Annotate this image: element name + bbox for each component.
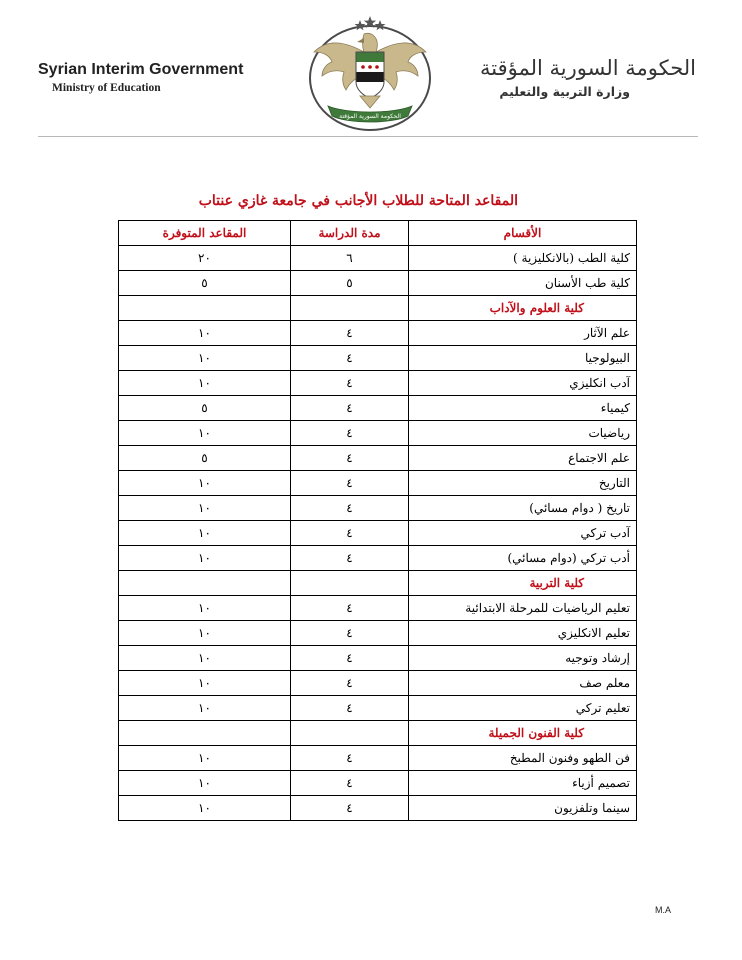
- study-duration-cell: ٤: [291, 646, 409, 671]
- table-row: [119, 496, 637, 521]
- study-duration-cell: ٤: [291, 371, 409, 396]
- available-seats-cell: ١٠: [119, 546, 291, 571]
- department-cell: كيمياء: [409, 396, 637, 421]
- header-study-duration: مدة الدراسة: [291, 221, 409, 246]
- study-duration-cell: ٤: [291, 596, 409, 621]
- available-seats-cell: [119, 721, 291, 746]
- table-row: [119, 246, 637, 271]
- department-cell: تاريخ ( دوام مسائي): [409, 496, 637, 521]
- available-seats-cell: ٢٠: [119, 246, 291, 271]
- table-row: [119, 796, 637, 821]
- emblem-ribbon-text: الحكومة السورية المؤقتة: [339, 113, 401, 120]
- study-duration-cell: ٤: [291, 396, 409, 421]
- department-cell: معلم صف: [409, 671, 637, 696]
- department-cell: أدب تركي (دوام مسائي): [409, 546, 637, 571]
- available-seats-cell: [119, 296, 291, 321]
- letterhead: [0, 0, 742, 140]
- government-emblem-logo: [302, 12, 438, 134]
- faculty-name-cell: كلية التربية: [409, 571, 637, 596]
- department-cell: رياضيات: [409, 421, 637, 446]
- department-cell: علم الاجتماع: [409, 446, 637, 471]
- study-duration-cell: [291, 721, 409, 746]
- english-ministry-name: Ministry of Education: [52, 82, 161, 94]
- available-seats-cell: ١٠: [119, 421, 291, 446]
- table-row: [119, 446, 637, 471]
- header-departments: الأقسام: [409, 221, 637, 246]
- table-row: [119, 546, 637, 571]
- english-government-name: Syrian Interim Government: [38, 61, 244, 78]
- table-row: [119, 421, 637, 446]
- study-duration-cell: ٤: [291, 521, 409, 546]
- department-cell: تعليم تركي: [409, 696, 637, 721]
- department-cell: تعليم الانكليزي: [409, 621, 637, 646]
- study-duration-cell: ٤: [291, 471, 409, 496]
- header-available-seats: المقاعد المتوفرة: [119, 221, 291, 246]
- available-seats-cell: ١٠: [119, 746, 291, 771]
- study-duration-cell: ٤: [291, 321, 409, 346]
- department-cell: آدب انكليزي: [409, 371, 637, 396]
- faculty-section-row: [119, 296, 637, 321]
- available-seats-cell: [119, 571, 291, 596]
- available-seats-cell: ٥: [119, 396, 291, 421]
- available-seats-cell: ١٠: [119, 521, 291, 546]
- faculty-section-row: [119, 721, 637, 746]
- arabic-ministry-name: وزارة التربية والتعليم: [499, 84, 630, 99]
- study-duration-cell: ٤: [291, 696, 409, 721]
- table-row: [119, 596, 637, 621]
- available-seats-cell: ١٠: [119, 796, 291, 821]
- table-row: [119, 621, 637, 646]
- table-row: [119, 271, 637, 296]
- available-seats-cell: ١٠: [119, 771, 291, 796]
- department-cell: تصميم أزياء: [409, 771, 637, 796]
- available-seats-cell: ٥: [119, 271, 291, 296]
- department-cell: البيولوجيا: [409, 346, 637, 371]
- table-row: [119, 746, 637, 771]
- table-row: [119, 521, 637, 546]
- department-cell: كلية الطب (بالانكليزية ): [409, 246, 637, 271]
- department-cell: تعليم الرياضيات للمرحلة الابتدائية: [409, 596, 637, 621]
- available-seats-cell: ١٠: [119, 621, 291, 646]
- table-row: [119, 346, 637, 371]
- available-seats-cell: ١٠: [119, 321, 291, 346]
- faculty-section-row: [119, 571, 637, 596]
- department-cell: إرشاد وتوجيه: [409, 646, 637, 671]
- study-duration-cell: ٤: [291, 446, 409, 471]
- department-cell: علم الآثار: [409, 321, 637, 346]
- department-cell: التاريخ: [409, 471, 637, 496]
- faculty-name-cell: كلية العلوم والآداب: [409, 296, 637, 321]
- table-row: [119, 471, 637, 496]
- available-seats-cell: ١٠: [119, 471, 291, 496]
- available-seats-cell: ١٠: [119, 371, 291, 396]
- study-duration-cell: ٤: [291, 346, 409, 371]
- study-duration-cell: ٤: [291, 496, 409, 521]
- table-row: [119, 396, 637, 421]
- table-row: [119, 371, 637, 396]
- available-seats-cell: ١٠: [119, 496, 291, 521]
- study-duration-cell: ٤: [291, 796, 409, 821]
- study-duration-cell: [291, 296, 409, 321]
- available-seats-cell: ١٠: [119, 646, 291, 671]
- study-duration-cell: ٤: [291, 746, 409, 771]
- study-duration-cell: ٤: [291, 621, 409, 646]
- arabic-government-name: الحكومة السورية المؤقتة: [479, 56, 696, 80]
- available-seats-table: [118, 220, 637, 821]
- table-row: [119, 646, 637, 671]
- footer-initials: M.A: [655, 905, 672, 915]
- study-duration-cell: ٤: [291, 546, 409, 571]
- header-divider: [38, 136, 698, 137]
- department-cell: فن الطهو وفنون المطبخ: [409, 746, 637, 771]
- available-seats-cell: ١٠: [119, 596, 291, 621]
- available-seats-cell: ١٠: [119, 696, 291, 721]
- study-duration-cell: ٤: [291, 421, 409, 446]
- study-duration-cell: ٤: [291, 671, 409, 696]
- table-row: [119, 321, 637, 346]
- department-cell: سينما وتلفزيون: [409, 796, 637, 821]
- table-header-row: [119, 221, 637, 246]
- available-seats-cell: ٥: [119, 446, 291, 471]
- department-cell: كلية طب الأسنان: [409, 271, 637, 296]
- available-seats-cell: ١٠: [119, 671, 291, 696]
- study-duration-cell: ٤: [291, 771, 409, 796]
- faculty-name-cell: كلية الفنون الجميلة: [409, 721, 637, 746]
- table-row: [119, 671, 637, 696]
- study-duration-cell: ٥: [291, 271, 409, 296]
- table-row: [119, 771, 637, 796]
- study-duration-cell: [291, 571, 409, 596]
- document-title: المقاعد المتاحة للطلاب الأجانب في جامعة غازي عنتاب: [198, 193, 518, 209]
- table-row: [119, 696, 637, 721]
- study-duration-cell: ٦: [291, 246, 409, 271]
- department-cell: آدب تركي: [409, 521, 637, 546]
- available-seats-cell: ١٠: [119, 346, 291, 371]
